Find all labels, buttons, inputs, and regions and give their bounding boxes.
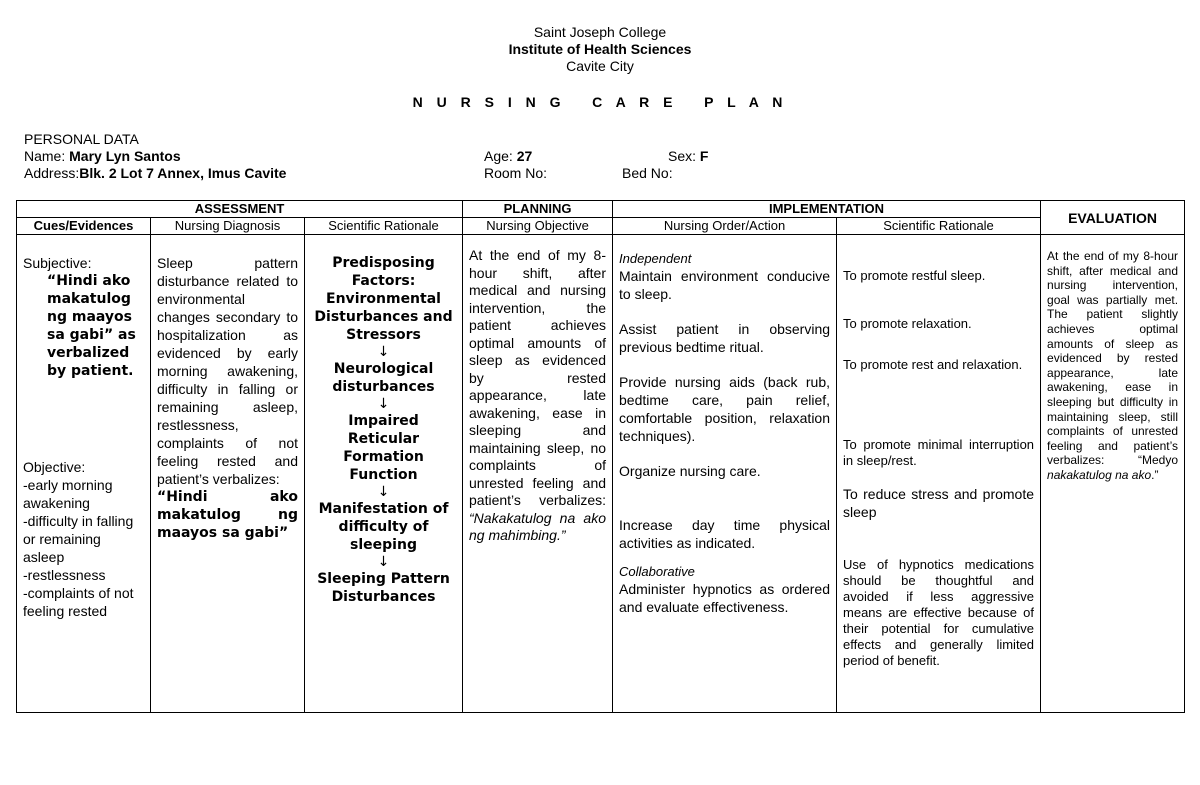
independent-label: Independent (619, 251, 692, 266)
diagnosis-cell (151, 235, 305, 713)
rationale-column-header: Scientific Rationale (305, 218, 463, 235)
evaluation-header: EVALUATION (1041, 201, 1185, 235)
objective-label: Objective: (23, 459, 86, 475)
order-column-header: Nursing Order/Action (613, 218, 837, 235)
planning-header: PLANNING (463, 201, 613, 218)
evaluation-quote: “Medyo nakakatulog na ako.” (1047, 453, 1179, 482)
sex-row (668, 148, 708, 165)
assessment-header: ASSESSMENT (17, 201, 463, 218)
rationale-item: To promote rest and relaxation. (843, 357, 1023, 372)
evaluation-cell (1041, 235, 1185, 713)
rationale-item: To promote relaxation. (843, 316, 972, 331)
down-arrow-icon: ↓ (377, 554, 390, 570)
objective-cell (463, 235, 613, 713)
down-arrow-icon: ↓ (377, 484, 390, 500)
objective-column-header: Nursing Objective (463, 218, 613, 235)
rationale-item: Use of hypnotics medications should be thoughtful and avoided if less aggressive means are effective because of their potential for cumulative effects and generally limited period of benefit. (843, 557, 1035, 668)
objective-item: -restlessness (23, 567, 106, 583)
impl-rationale-cell (837, 235, 1041, 713)
room-label: Room No: (484, 165, 548, 181)
name-value: Mary Lyn Santos (69, 148, 181, 164)
cues-cell (17, 235, 151, 713)
city-name: Cavite City (566, 58, 634, 74)
flow-step-manifestation: Manifestation of difficulty of sleeping (318, 501, 449, 553)
sex-label: Sex: (668, 148, 700, 164)
age-label: Age: (484, 148, 517, 164)
objective-text: At the end of my 8-hour shift, after medical and nursing intervention, the patient achieves optimal amounts of sleep as evidenced by rested appearance, late awakening, ease in sleeping and maintaining sleep, no complaints of unrested feeling and patient’s verbalizes: (469, 247, 607, 508)
subjective-quote: “Hindi ako makatulog ng maayos sa gabi” as verbalized by patient. (47, 273, 136, 379)
bed-label: Bed No: (622, 165, 673, 181)
address-row (24, 165, 286, 182)
diagnosis-column-header: Nursing Diagnosis (151, 218, 305, 235)
impl-rationale-column-header: Scientific Rationale (837, 218, 1041, 235)
flow-step-neurological: Neurological disturbances (332, 361, 435, 395)
order-item: Provide nursing aids (back rub, bedtime care, pain relief, comfortable position, relaxation techniques). (619, 374, 831, 444)
flow-step-reticular: Impaired Reticular Formation Function (343, 413, 424, 483)
subjective-label: Subjective: (23, 255, 92, 271)
document-title: N U R S I N G C A R E P L A N (412, 94, 788, 110)
rationale-item: To promote restful sleep. (843, 268, 986, 283)
school-name: Saint Joseph College (533, 24, 667, 40)
objective-quote: “Nakakatulog na ako ng mahimbing.” (469, 509, 607, 543)
institute-name: Institute of Health Sciences (508, 41, 692, 57)
down-arrow-icon: ↓ (377, 396, 390, 412)
name-label: Name: (24, 148, 70, 164)
orders-cell (613, 235, 837, 713)
care-plan-table (16, 200, 1185, 713)
order-item: Increase day time physical activities as indicated. (619, 517, 831, 551)
diagnosis-quote: “Hindi ako makatulog ng maayos sa gabi” (157, 489, 298, 541)
age-row (484, 148, 532, 165)
flow-step-predisposing: Predisposing Factors: Environmental Disturbances and Stressors (314, 255, 453, 343)
order-item: Organize nursing care. (619, 463, 761, 479)
objective-item: -early morning awakening (23, 477, 113, 511)
address-value: Blk. 2 Lot 7 Annex, Imus Cavite (79, 165, 287, 181)
collaborative-label: Collaborative (619, 564, 695, 579)
diagnosis-text: Sleep pattern disturbance related to environmental changes secondary to hospitalization as evidenced by early morning awakening, difficulty in falling or remaining asleep, restlessness, complaints of not feeling rested and patient’s verbalizes: (157, 255, 298, 487)
rationale-item: To reduce stress and promote sleep (843, 486, 1035, 520)
down-arrow-icon: ↓ (377, 344, 390, 360)
age-value: 27 (516, 148, 533, 164)
evaluation-text: At the end of my 8-hour shift, after medical and nursing intervention, goal was partially met. The patient slightly achieves optimal amounts of sleep as evidenced by rested appearance, late awakening, ease in sleeping but difficulty in maintaining sleep, still complaints of unrested feeling and patient’s verbalizes: (1047, 249, 1179, 468)
order-item: Assist patient in observing previous bedtime ritual. (619, 321, 831, 355)
name-row (24, 148, 181, 165)
order-item: Maintain environment conducive to sleep. (619, 268, 831, 302)
personal-data-heading: PERSONAL DATA (24, 131, 139, 147)
sex-value: F (699, 148, 709, 164)
address-label: Address: (24, 165, 80, 181)
rationale-item: To promote minimal interruption in sleep/rest. (843, 437, 1035, 468)
objective-item: -difficulty in falling or remaining asleep (23, 513, 134, 565)
objective-item: -complaints of not feeling rested (23, 585, 134, 619)
cues-column-header: Cues/Evidences (17, 218, 151, 235)
rationale-flow-cell (305, 235, 463, 713)
implementation-header: IMPLEMENTATION (613, 201, 1041, 218)
flow-step-disturbance: Sleeping Pattern Disturbances (317, 571, 450, 605)
order-item: Administer hypnotics as ordered and evaluate effectiveness. (619, 581, 831, 615)
